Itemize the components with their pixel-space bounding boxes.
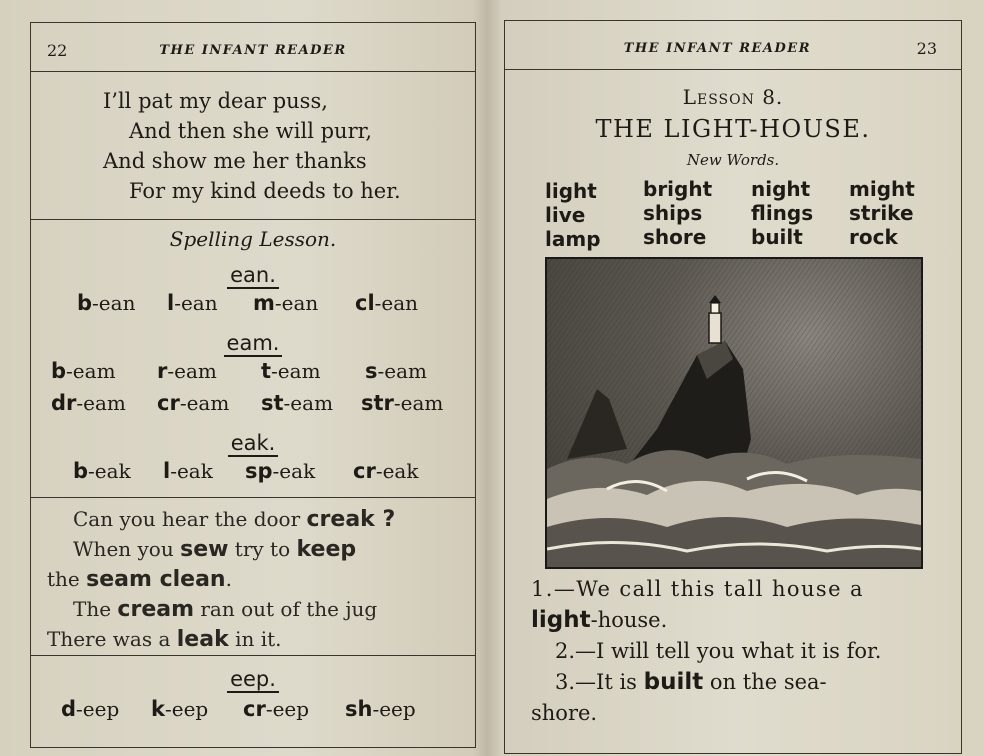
spelling-word: s-eam [365,359,427,383]
word-row [31,697,475,725]
spelling-word: cr-eam [157,391,230,415]
new-word: night [751,177,811,201]
spelling-word: m-ean [253,291,319,315]
spelling-word: cr-eep [243,697,310,721]
spelling-word: k-eep [151,697,209,721]
word-row [31,459,475,487]
new-words-label: New Words. [686,151,780,169]
right-page [504,20,962,754]
new-word: built [751,225,803,249]
sentence-line: The cream ran out of the jug [73,597,378,622]
poem-line: And show me her thanks [103,149,367,173]
paragraph-line: shore. [531,701,598,725]
lighthouse-engraving [545,257,923,569]
poem-line: I’ll pat my dear puss, [103,89,328,113]
new-word: light [545,179,597,203]
suffix-heading: eam. [31,331,475,355]
page-number: 23 [916,39,937,58]
divider [31,219,475,220]
sentence-line: There was a leak in it. [47,627,282,652]
poem-line: For my kind deeds to her. [129,179,401,203]
paragraph-line: 1.—We call this tall house a [531,577,864,601]
spelling-word: t-eam [261,359,321,383]
suffix-heading: eak. [31,431,475,455]
spelling-word: r-eam [157,359,217,383]
paragraph-line: light-house. [531,607,668,633]
left-page [30,22,476,748]
lesson-title: THE LIGHT-HOUSE. [595,115,871,143]
page-number: 22 [47,41,68,60]
sentence-line: Can you hear the door creak ? [73,507,396,532]
spelling-word: sh-eep [345,697,416,721]
paragraph-line: 3.—It is built on the sea- [555,669,827,695]
new-word: rock [849,225,898,249]
divider [31,497,475,498]
spelling-word: b-eam [51,359,116,383]
spelling-word: st-eam [261,391,334,415]
sentence-line: the seam clean. [47,567,232,592]
suffix-heading: eep. [31,667,475,691]
lighthouse-illustration [547,259,921,567]
spelling-word: b-eak [73,459,131,483]
spelling-word: l-eak [163,459,213,483]
spelling-title: Spelling Lesson. [169,227,337,251]
spelling-word: cr-eak [353,459,419,483]
spelling-word: cl-ean [355,291,419,315]
new-word: bright [643,177,713,201]
word-row [31,391,475,419]
new-word: lamp [545,227,601,251]
right-page-header [505,21,961,70]
running-title: THE INFANT READER [623,41,811,56]
running-title: THE INFANT READER [159,43,347,58]
word-row [31,359,475,387]
lesson-number: Lesson 8. [682,85,784,109]
divider [31,655,475,656]
word-row [31,291,475,319]
new-word: might [849,177,915,201]
suffix-heading: ean. [31,263,475,287]
new-word: flings [751,201,814,225]
new-word: live [545,203,586,227]
spelling-word: dr-eam [51,391,126,415]
new-word: shore [643,225,707,249]
spelling-word: l-ean [167,291,218,315]
spelling-word: d-eep [61,697,120,721]
spelling-word: sp-eak [245,459,316,483]
spelling-word: b-ean [77,291,136,315]
paragraph-line: 2.—I will tell you what it is for. [555,639,882,663]
left-page-header [31,23,475,72]
new-word: strike [849,201,914,225]
poem-line: And then she will purr, [129,119,373,143]
new-word: ships [643,201,703,225]
sentence-line: When you sew try to keep [73,537,357,562]
spelling-word: str-eam [361,391,444,415]
